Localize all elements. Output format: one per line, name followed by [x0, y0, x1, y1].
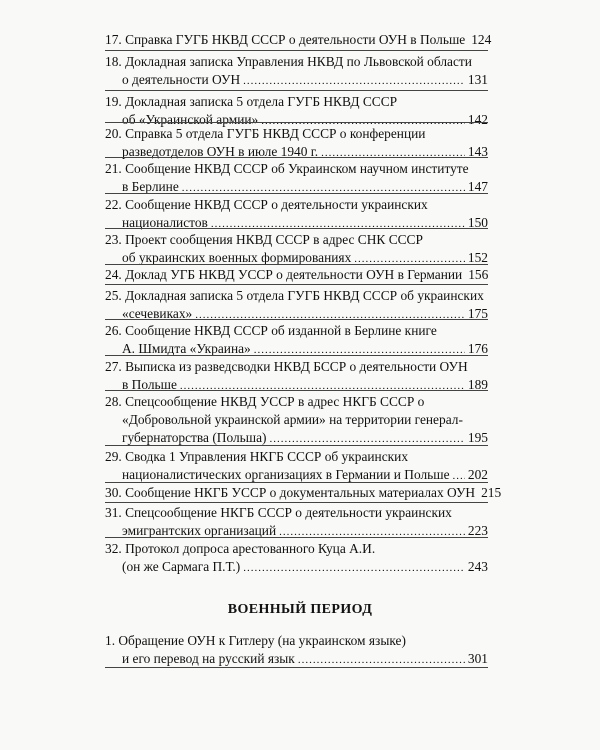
entry-title-line: 1. Обращение ОУН к Гитлеру (на украинском языке): [105, 633, 406, 648]
toc-line: [105, 522, 488, 541]
toc-line: [105, 178, 488, 197]
page-number: 152: [467, 250, 488, 265]
page-number: 301: [467, 651, 488, 666]
dot-leader: [279, 523, 465, 541]
entry-title-line: 19. Докладная записка 5 отдела ГУГБ НКВД СССР: [105, 94, 398, 109]
dot-leader: [182, 179, 465, 197]
toc-line: [105, 632, 488, 650]
toc-line: [105, 540, 488, 558]
toc-line: [105, 287, 488, 305]
page-number: 202: [467, 467, 488, 482]
toc-entry-28: [105, 393, 488, 448]
page-number: 131: [467, 72, 488, 87]
toc-entry-29: [105, 448, 488, 485]
entry-title-line: «Добровольной украинской армии» на территории генерал-: [122, 412, 463, 427]
page-number: 150: [467, 215, 488, 230]
entry-divider: [105, 390, 488, 391]
entry-divider: [105, 122, 488, 123]
page-number: 176: [467, 341, 488, 356]
entry-title-line: о деятельности ОУН: [122, 72, 241, 87]
entry-title-line: 31. Спецсообщение НКГБ СССР о деятельности украинских: [105, 505, 452, 520]
entry-divider: [105, 193, 488, 194]
page-number: 124: [471, 32, 492, 47]
entry-title-line: 17. Справка ГУГБ НКВД СССР о деятельности ОУН в Польше: [105, 32, 466, 47]
entry-title-line: в Польше: [122, 377, 177, 392]
toc-entry-30: [105, 484, 502, 503]
toc-entry-18: [105, 53, 488, 90]
toc-line: [105, 71, 488, 90]
toc-line: [105, 484, 502, 503]
entry-title-line: 20. Справка 5 отдела ГУГБ НКВД СССР о конференции: [105, 126, 426, 141]
entry-divider: [105, 264, 488, 265]
entry-title-line: 18. Докладная записка Управления НКВД по Львовской области: [105, 54, 472, 69]
toc-entry-32: [105, 540, 488, 577]
entry-title-line: эмигрантских организаций: [122, 523, 277, 538]
toc-line: [105, 411, 488, 429]
entry-title-line: разведотделов ОУН в июле 1940 г.: [122, 144, 319, 159]
toc-line: [105, 340, 488, 359]
toc-line: [105, 266, 488, 285]
page-number: 142: [467, 112, 488, 127]
entry-divider: [105, 319, 488, 320]
toc-line: [105, 558, 488, 577]
entry-title-line: 30. Сообщение НКГБ УССР о документальных материалах ОУН: [105, 485, 476, 500]
entry-title-line: (он же Сармага П.Т.): [122, 559, 241, 574]
entry-title-line: 28. Спецсообщение НКВД УССР в адрес НКГБ СССР о: [105, 394, 425, 409]
entry-divider: [105, 228, 488, 229]
toc-line: [105, 504, 488, 522]
page-number: 189: [467, 377, 488, 392]
entry-divider: [105, 90, 488, 91]
entry-title-line: в Берлине: [122, 179, 179, 194]
toc-entry-17: [105, 31, 492, 50]
page-number: 143: [467, 144, 488, 159]
dot-leader: [243, 559, 465, 577]
toc-entry-24: [105, 266, 488, 285]
toc-entry-21: [105, 160, 488, 197]
page-number: 223: [467, 523, 488, 538]
toc-entry-26: [105, 322, 488, 359]
toc-line: [105, 160, 488, 178]
toc-line: [105, 125, 488, 143]
entry-title-line: А. Шмидта «Украина»: [122, 341, 251, 356]
toc-line: [105, 53, 488, 71]
entry-title-line: 32. Протокол допроса арестованного Куца А.И.: [105, 541, 376, 556]
entry-title-line: 22. Сообщение НКВД СССР о деятельности украинских: [105, 197, 428, 212]
entry-title-line: 29. Сводка 1 Управления НКГБ СССР об украинских: [105, 449, 409, 464]
entry-title-line: 24. Доклад УГБ НКВД УССР о деятельности ОУН в Германии: [105, 267, 463, 282]
entry-title-line: 21. Сообщение НКВД СССР об Украинском научном институте: [105, 161, 469, 176]
entry-divider: [105, 355, 488, 356]
entry-divider: [105, 537, 488, 538]
toc-line: [105, 93, 488, 111]
toc-line: [105, 196, 488, 214]
entry-divider: [105, 157, 488, 158]
toc-line: [105, 322, 488, 340]
dot-leader: [243, 72, 465, 90]
page-number: 243: [467, 559, 488, 574]
page-number: 175: [467, 306, 488, 321]
toc-line: [105, 448, 488, 466]
entry-divider: [105, 502, 488, 503]
entry-divider: [105, 50, 488, 51]
entry-title-line: националистических организациях в Германии и Польше: [122, 467, 450, 482]
entry-title-line: об украинских военных формированиях: [122, 250, 352, 265]
entry-title-line: 25. Докладная записка 5 отдела ГУГБ НКВД СССР об украинских: [105, 288, 484, 303]
section-heading: ВОЕННЫЙ ПЕРИОД: [227, 602, 373, 617]
page-number: 195: [467, 430, 488, 445]
page-number: 215: [481, 485, 502, 500]
toc-line: [105, 231, 488, 249]
toc-line: [105, 31, 492, 50]
toc-line: [105, 393, 488, 411]
entry-title-line: «сечевиках»: [122, 306, 193, 321]
toc-entry-31: [105, 504, 488, 541]
entry-divider: [105, 482, 488, 483]
page-number: 147: [467, 179, 488, 194]
entry-title-line: и его перевод на русский язык: [122, 651, 295, 666]
entry-divider: [105, 284, 488, 285]
entry-divider: [105, 445, 488, 446]
entry-title-line: 26. Сообщение НКВД СССР об изданной в Берлине книге: [105, 323, 437, 338]
entry-title-line: 27. Выписка из разведсводки НКВД БССР о деятельности ОУН: [105, 359, 468, 374]
entry-title-line: 23. Проект сообщения НКВД СССР в адрес СНК СССР: [105, 232, 423, 247]
toc-entry-23: [105, 231, 488, 268]
entry-title-line: об «Украинской армии»: [122, 112, 259, 127]
entry-divider: [105, 667, 488, 668]
toc-entry-war-1: [105, 632, 488, 669]
toc-line: [105, 358, 488, 376]
entry-title-line: националистов: [122, 215, 208, 230]
dot-leader: [254, 341, 465, 359]
entry-title-line: губернаторства (Польша): [122, 430, 267, 445]
page-number: 156: [468, 267, 489, 282]
